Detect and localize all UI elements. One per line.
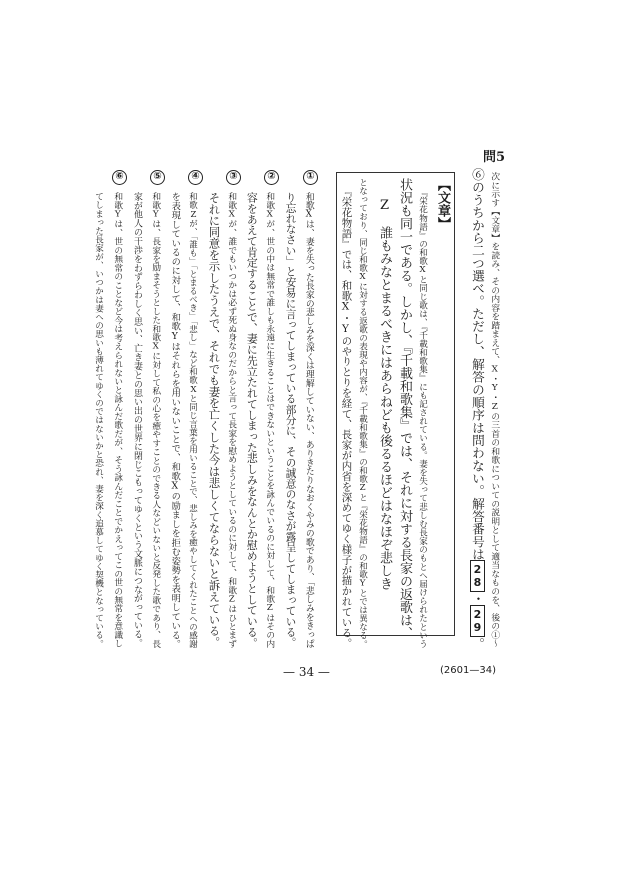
passage-poem-z: Z 誰もみなとまるべきにはあらねども後るるほどはなほぞ悲しき (377, 198, 392, 590)
passage-line-5: 『栄花物語』では、和歌X・Yのやりとりを経て、長家が内省を深めてゆく様子が描かれている。 (339, 186, 352, 649)
passage-line-2: 状況も同一である。しかし、『千載和歌集』では、それに対する長家の返歌は、 (397, 178, 412, 640)
choice-3-marker: ③ (226, 170, 241, 185)
question-line-1-tilde: ～ (489, 639, 500, 648)
question-line-2-end: 。 (470, 637, 485, 650)
passage-line-1: 『栄花物語』の和歌Xと同じ歌は、『千載和歌集』にも記されている。妻を失って悲しむ長家のもとへ届けられたという (417, 188, 428, 648)
choice-4-marker: ④ (188, 170, 203, 185)
choice-5-line-2: 家が他人の干渉をわずらわしく思い、亡き妻との思い出の世界に閉じこもってゆくという文脈につながっている。 (131, 192, 142, 648)
passage-heading: 【文章】 (435, 178, 450, 230)
page-number: — 34 — (283, 665, 330, 679)
choice-2-marker: ② (264, 170, 279, 185)
question-line-2 (470, 168, 485, 650)
exam-code: (2601—34) (440, 665, 496, 676)
choice-3-line-1: 和歌Xが、誰でもいつかは必ず死ぬ身なのだからと言って長家を慰めようとしているのに対して、和歌Zはひとまず (226, 192, 237, 648)
answer-number-separator: ・ (470, 592, 485, 606)
choice-3-line-2: それに同意を示したうえで、それでも妻を亡くした今は悲しくてならないと訴えている。 (207, 192, 222, 648)
passage-line-4: となっており、同じ和歌Xに対する返歌の表現や内容が、『千載和歌集』の和歌Zと『栄花物語』の和歌Yとでは異なる。 (357, 178, 368, 649)
choice-1-line-2: り忘れなさい」と安易に言ってしまっている部分に、その誠意のなさが露呈してしまっている。 (284, 192, 297, 648)
choice-5-marker: ⑤ (150, 170, 165, 185)
passage-box (336, 172, 455, 636)
choice-6-line-1: 和歌Yは、世の無常のことなど今は考えられないと詠んだ歌だが、そう詠んだことでかえってこの世の無常を意識し (112, 192, 123, 648)
choice-2-line-2: 容をあえて肯定することで、妻に先立たれてしまった悲しみをなんとか慰めようとしている。 (245, 192, 259, 649)
question-line-1-text: 次に示す【文章】を読み、その内容を踏まえて、X・Y・Zの三首の和歌についての説明として適当なものを、後の (489, 172, 500, 631)
choice-1-marker: ① (303, 170, 318, 185)
answer-number-box-28: 28 (470, 560, 485, 592)
choice-4-line-1: 和歌Zが、「誰も」「とまるべき」「悲し」など和歌Xと同じ言葉を用いることで、悲しみを癒やしてくれたことへの感謝 (188, 192, 199, 649)
choice-1-line-1: 和歌Xは、妻を失った長家の悲しみを深くは理解していない、ありきたりなおくやみの歌であり、「悲しみをきっぱ (303, 192, 314, 648)
choice-5-line-1: 和歌Yは、長家を励まそうとした和歌Xに対して私の心を癒やすことのできる人などいないと反発した歌であり、長 (150, 192, 161, 648)
choice-6-marker: ⑥ (112, 170, 127, 185)
choice-range-start: ① (489, 630, 500, 640)
choice-6-line-2: てしまった長家が、いつかは妻への思いも薄れてゆくのではないかと恐れ、妻を深く追慕してゆく契機となっている。 (93, 192, 104, 648)
question-line-2-text: のうちから二つ選べ。ただし、解答の順序は問わない。解答番号は (470, 180, 485, 561)
choice-4-line-2: を表現しているのに対して、和歌Yはそれらを用いないことで、和歌Xの励ましを拒む姿勢を表明している。 (169, 192, 181, 649)
question-line-1 (490, 172, 499, 648)
question-number: 問5 (483, 150, 506, 165)
choice-range-end: ⑥ (470, 168, 485, 181)
choice-2-line-1: 和歌Xが、世の中は無常で誰しも永遠に生きることはできないということを詠んでいるのに対して、和歌Zはその内 (264, 192, 275, 648)
answer-number-box-29: 29 (470, 605, 485, 637)
